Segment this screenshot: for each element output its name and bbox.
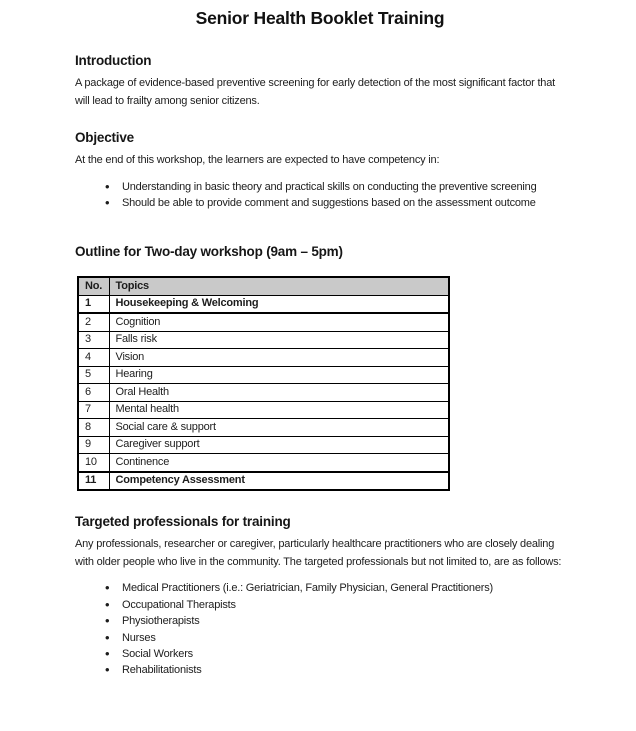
row-topic: Continence — [109, 454, 449, 472]
table-row — [78, 401, 449, 419]
table-row — [78, 472, 449, 491]
row-number: 11 — [78, 472, 109, 491]
document-title: Senior Health Booklet Training — [195, 8, 445, 28]
introduction-heading: Introduction — [75, 53, 152, 68]
table-header-row — [78, 277, 449, 295]
row-topic: Falls risk — [109, 331, 449, 349]
table-row — [78, 454, 449, 472]
table-row — [78, 349, 449, 367]
row-topic: Oral Health — [109, 384, 449, 402]
list-item: • Occupational Therapists — [105, 597, 565, 613]
list-item: • Medical Practitioners (i.e.: Geriatrician, Family Physician, General Practitioners) — [105, 580, 565, 596]
row-number: 5 — [78, 366, 109, 384]
list-item: • Nurses — [105, 630, 565, 646]
row-number: 4 — [78, 349, 109, 367]
table-row — [78, 366, 449, 384]
row-number: 9 — [78, 436, 109, 454]
table-header-no: No. — [78, 277, 109, 295]
workshop-topics-table — [77, 276, 450, 491]
objective-heading: Objective — [75, 130, 134, 145]
row-topic: Cognition — [109, 313, 449, 331]
row-topic: Mental health — [109, 401, 449, 419]
list-item: • Social Workers — [105, 646, 565, 662]
row-topic: Vision — [109, 349, 449, 367]
targeted-professionals-paragraph: Any professionals, researcher or caregiver, particularly healthcare practitioners who are closely dealing with older people who live in the community. The targeted professionals but not limited to, are as follows: — [75, 538, 562, 568]
row-number: 8 — [78, 419, 109, 437]
outline-heading: Outline for Two-day workshop (9am – 5pm) — [75, 244, 343, 260]
table-row — [78, 313, 449, 331]
row-topic: Caregiver support — [109, 436, 449, 454]
row-topic: Competency Assessment — [109, 472, 449, 491]
row-number: 3 — [78, 331, 109, 349]
table-row — [78, 419, 449, 437]
list-item: • Understanding in basic theory and practical skills on conducting the preventive screening — [105, 179, 565, 195]
objective-bullet-list — [75, 179, 565, 212]
introduction-paragraph: A package of evidence-based preventive screening for early detection of the most significant factor that will lead to frailty among senior citizens. — [75, 77, 555, 107]
table-row — [78, 331, 449, 349]
table-header-topics: Topics — [109, 277, 449, 295]
targeted-professionals-bullet-list — [75, 580, 565, 678]
table-row — [78, 436, 449, 454]
row-number: 2 — [78, 313, 109, 331]
row-topic: Hearing — [109, 366, 449, 384]
row-topic: Housekeeping & Welcoming — [109, 295, 449, 313]
list-item: • Rehabilitationists — [105, 662, 565, 678]
row-topic: Social care & support — [109, 419, 449, 437]
row-number: 6 — [78, 384, 109, 402]
table-row — [78, 384, 449, 402]
objective-paragraph: At the end of this workshop, the learners are expected to have competency in: — [75, 154, 440, 166]
row-number: 1 — [78, 295, 109, 313]
list-item: • Should be able to provide comment and suggestions based on the assessment outcome — [105, 195, 565, 211]
row-number: 10 — [78, 454, 109, 472]
targeted-professionals-heading: Targeted professionals for training — [75, 514, 291, 530]
list-item: • Physiotherapists — [105, 613, 565, 629]
table-row — [78, 295, 449, 313]
row-number: 7 — [78, 401, 109, 419]
